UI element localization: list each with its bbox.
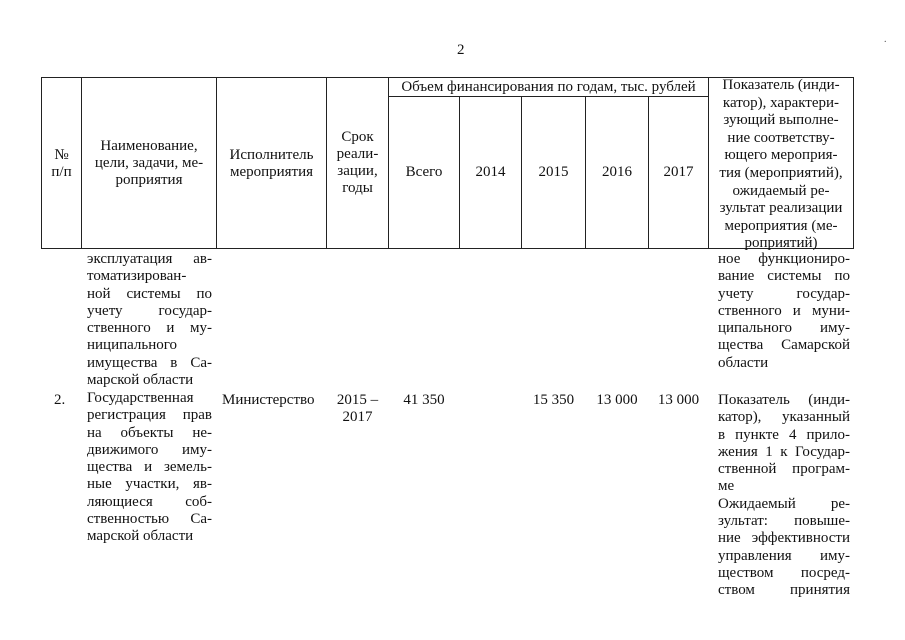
header-2016: 2016 (602, 164, 632, 180)
row2-2017: 13 000 (657, 392, 700, 408)
header-name: Наименование, цели, задачи, ме- роприятия (94, 138, 204, 188)
header-funding: Объем финансирования по годам, тыс. рублей (401, 79, 696, 95)
row2-executor: Министерство (222, 392, 315, 408)
header-indicator: Показатель (инди- катор), характери- зующий выполне- ние соответству- ющего мероприя- тия (мероприятий), ожидаемый ре- зультат реализации мероприятия (ме- роприятий) (719, 77, 843, 252)
continued-indicator-cell: ное функциониро- вание системы по учету государ- ственного и муни- ципального иму- щества Самарской области (718, 251, 850, 371)
header-term: Срок реали- зации, годы (336, 129, 379, 196)
row2-2015: 15 350 (532, 392, 575, 408)
header-num: № п/п (51, 147, 72, 180)
row2-num: 2. (54, 392, 66, 408)
page-number: 2 (457, 42, 465, 58)
header-2014: 2014 (475, 164, 506, 180)
row2-indicator-cell: Показатель (инди- катор), указанный в пункте 4 прило- жения 1 к Государ- ственной програм- ме Ожидаемый ре- зультат: повыше- ние эффективности управления иму- ществом посред- ством принятия (718, 392, 850, 599)
header-2015: 2015 (538, 164, 569, 180)
header-total: Всего (405, 164, 443, 180)
row2-2016: 13 000 (596, 392, 638, 408)
funding-subheader-line (388, 96, 708, 97)
row2-name-cell: Государственная регистрация прав на объекты не- движимого иму- щества и земель- ные участки, яв- ляющиеся соб- ственностью Са- марской области (87, 390, 212, 545)
row2-total: 41 350 (403, 392, 445, 408)
header-2017: 2017 (663, 164, 694, 180)
row2-term: 2015 – 2017 (336, 392, 379, 425)
continued-name-cell: эксплуатация ав- томатизирован- ной системы по учету государ- ственного и му- ниципального имущества в Са- марской области (87, 251, 212, 389)
scan-mark: . (884, 34, 887, 45)
header-executor: Исполнитель мероприятия (229, 147, 314, 180)
col-border-4 (388, 77, 389, 249)
table-right-border (853, 77, 854, 249)
